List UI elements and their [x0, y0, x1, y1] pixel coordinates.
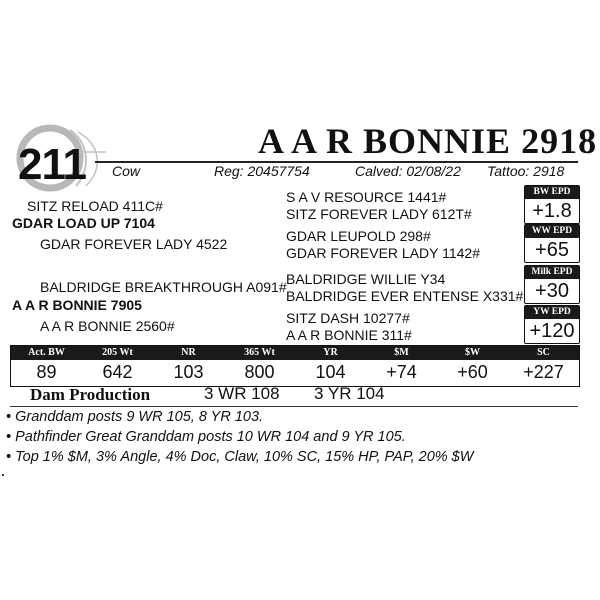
- calved-date: Calved: 02/08/22: [355, 163, 461, 179]
- perf-label: 205 Wt: [102, 347, 133, 358]
- perf-nr: [153, 346, 224, 384]
- perf-dollar-w: [437, 346, 508, 384]
- epd-box-ww: [524, 224, 580, 263]
- sire: GDAR LOAD UP 7104: [12, 215, 155, 231]
- perf-yr: [295, 346, 366, 384]
- perf-label: 365 Wt: [244, 347, 275, 358]
- epd-value: +30: [535, 280, 569, 302]
- dam-dam: A A R BONNIE 2560#: [40, 318, 175, 334]
- perf-value: 89: [36, 362, 57, 382]
- sire-dam-dam: GDAR FOREVER LADY 1142#: [286, 245, 481, 261]
- sire-sire: SITZ RELOAD 411C#: [27, 198, 163, 214]
- lot-number: 211: [18, 140, 86, 189]
- epd-box-milk: [524, 265, 580, 304]
- epd-label: WW EPD: [525, 225, 579, 238]
- dam: A A R BONNIE 7905: [12, 297, 142, 313]
- sire-sire-dam: SITZ FOREVER LADY 612T#: [286, 206, 472, 222]
- dam-production-yr: 3 YR 104: [314, 384, 385, 403]
- perf-act-bw: [11, 346, 82, 384]
- sire-dam: GDAR FOREVER LADY 4522: [40, 236, 228, 252]
- dam-production-label: Dam Production: [30, 385, 151, 404]
- note-line: • Pathfinder Great Granddam posts 10 WR 104 and 9 YR 105.: [6, 429, 406, 445]
- perf-value: +60: [457, 362, 488, 382]
- epd-box-bw: [524, 185, 580, 224]
- perf-205-wt: [82, 346, 153, 384]
- dam-sire: BALDRIDGE BREAKTHROUGH A091#: [40, 279, 287, 295]
- perf-dollar-m: [366, 346, 437, 384]
- epd-box-yw: [524, 305, 580, 344]
- dam-dam-dam: A A R BONNIE 311#: [286, 327, 412, 343]
- epd-value: +120: [529, 320, 575, 342]
- animal-sex: Cow: [112, 163, 141, 179]
- tattoo: Tattoo: 2918: [487, 163, 565, 179]
- dam-sire-sire: BALDRIDGE WILLIE Y34: [286, 271, 446, 287]
- epd-value: +65: [535, 239, 569, 261]
- perf-value: 800: [244, 362, 275, 382]
- perf-label: Act. BW: [28, 347, 65, 358]
- dam-production-wr: 3 WR 108: [204, 384, 280, 403]
- registration-number: Reg: 20457754: [214, 163, 310, 179]
- perf-label: YR: [323, 347, 338, 358]
- perf-sc: [508, 346, 579, 384]
- stray-mark: [2, 474, 4, 476]
- perf-value: 104: [315, 362, 346, 382]
- epd-value: +1.8: [532, 200, 572, 222]
- note-line: • Top 1% $M, 3% Angle, 4% Doc, Claw, 10% SC, 15% HP, PAP, 20% $W: [6, 449, 474, 465]
- animal-name: A A R BONNIE 2918: [258, 121, 598, 161]
- perf-value: +227: [523, 362, 564, 382]
- perf-value: 103: [173, 362, 204, 382]
- sire-dam-sire: GDAR LEUPOLD 298#: [286, 228, 431, 244]
- perf-label: SC: [537, 347, 550, 358]
- dam-production-divider: [10, 406, 578, 407]
- epd-label: BW EPD: [525, 186, 579, 199]
- note-line: • Granddam posts 9 WR 105, 8 YR 103.: [6, 409, 264, 425]
- epd-label: YW EPD: [525, 306, 579, 319]
- epd-label: Milk EPD: [525, 266, 579, 279]
- perf-value: +74: [386, 362, 417, 382]
- perf-value: 642: [102, 362, 133, 382]
- dam-sire-dam: BALDRIDGE EVER ENTENSE X331#: [286, 288, 524, 304]
- perf-label: $W: [465, 347, 480, 358]
- performance-table: [10, 345, 580, 387]
- perf-label: NR: [181, 347, 196, 358]
- dam-dam-sire: SITZ DASH 10277#: [286, 310, 410, 326]
- sire-sire-sire: S A V RESOURCE 1441#: [286, 189, 447, 205]
- perf-label: $M: [394, 347, 409, 358]
- perf-365-wt: [224, 346, 295, 384]
